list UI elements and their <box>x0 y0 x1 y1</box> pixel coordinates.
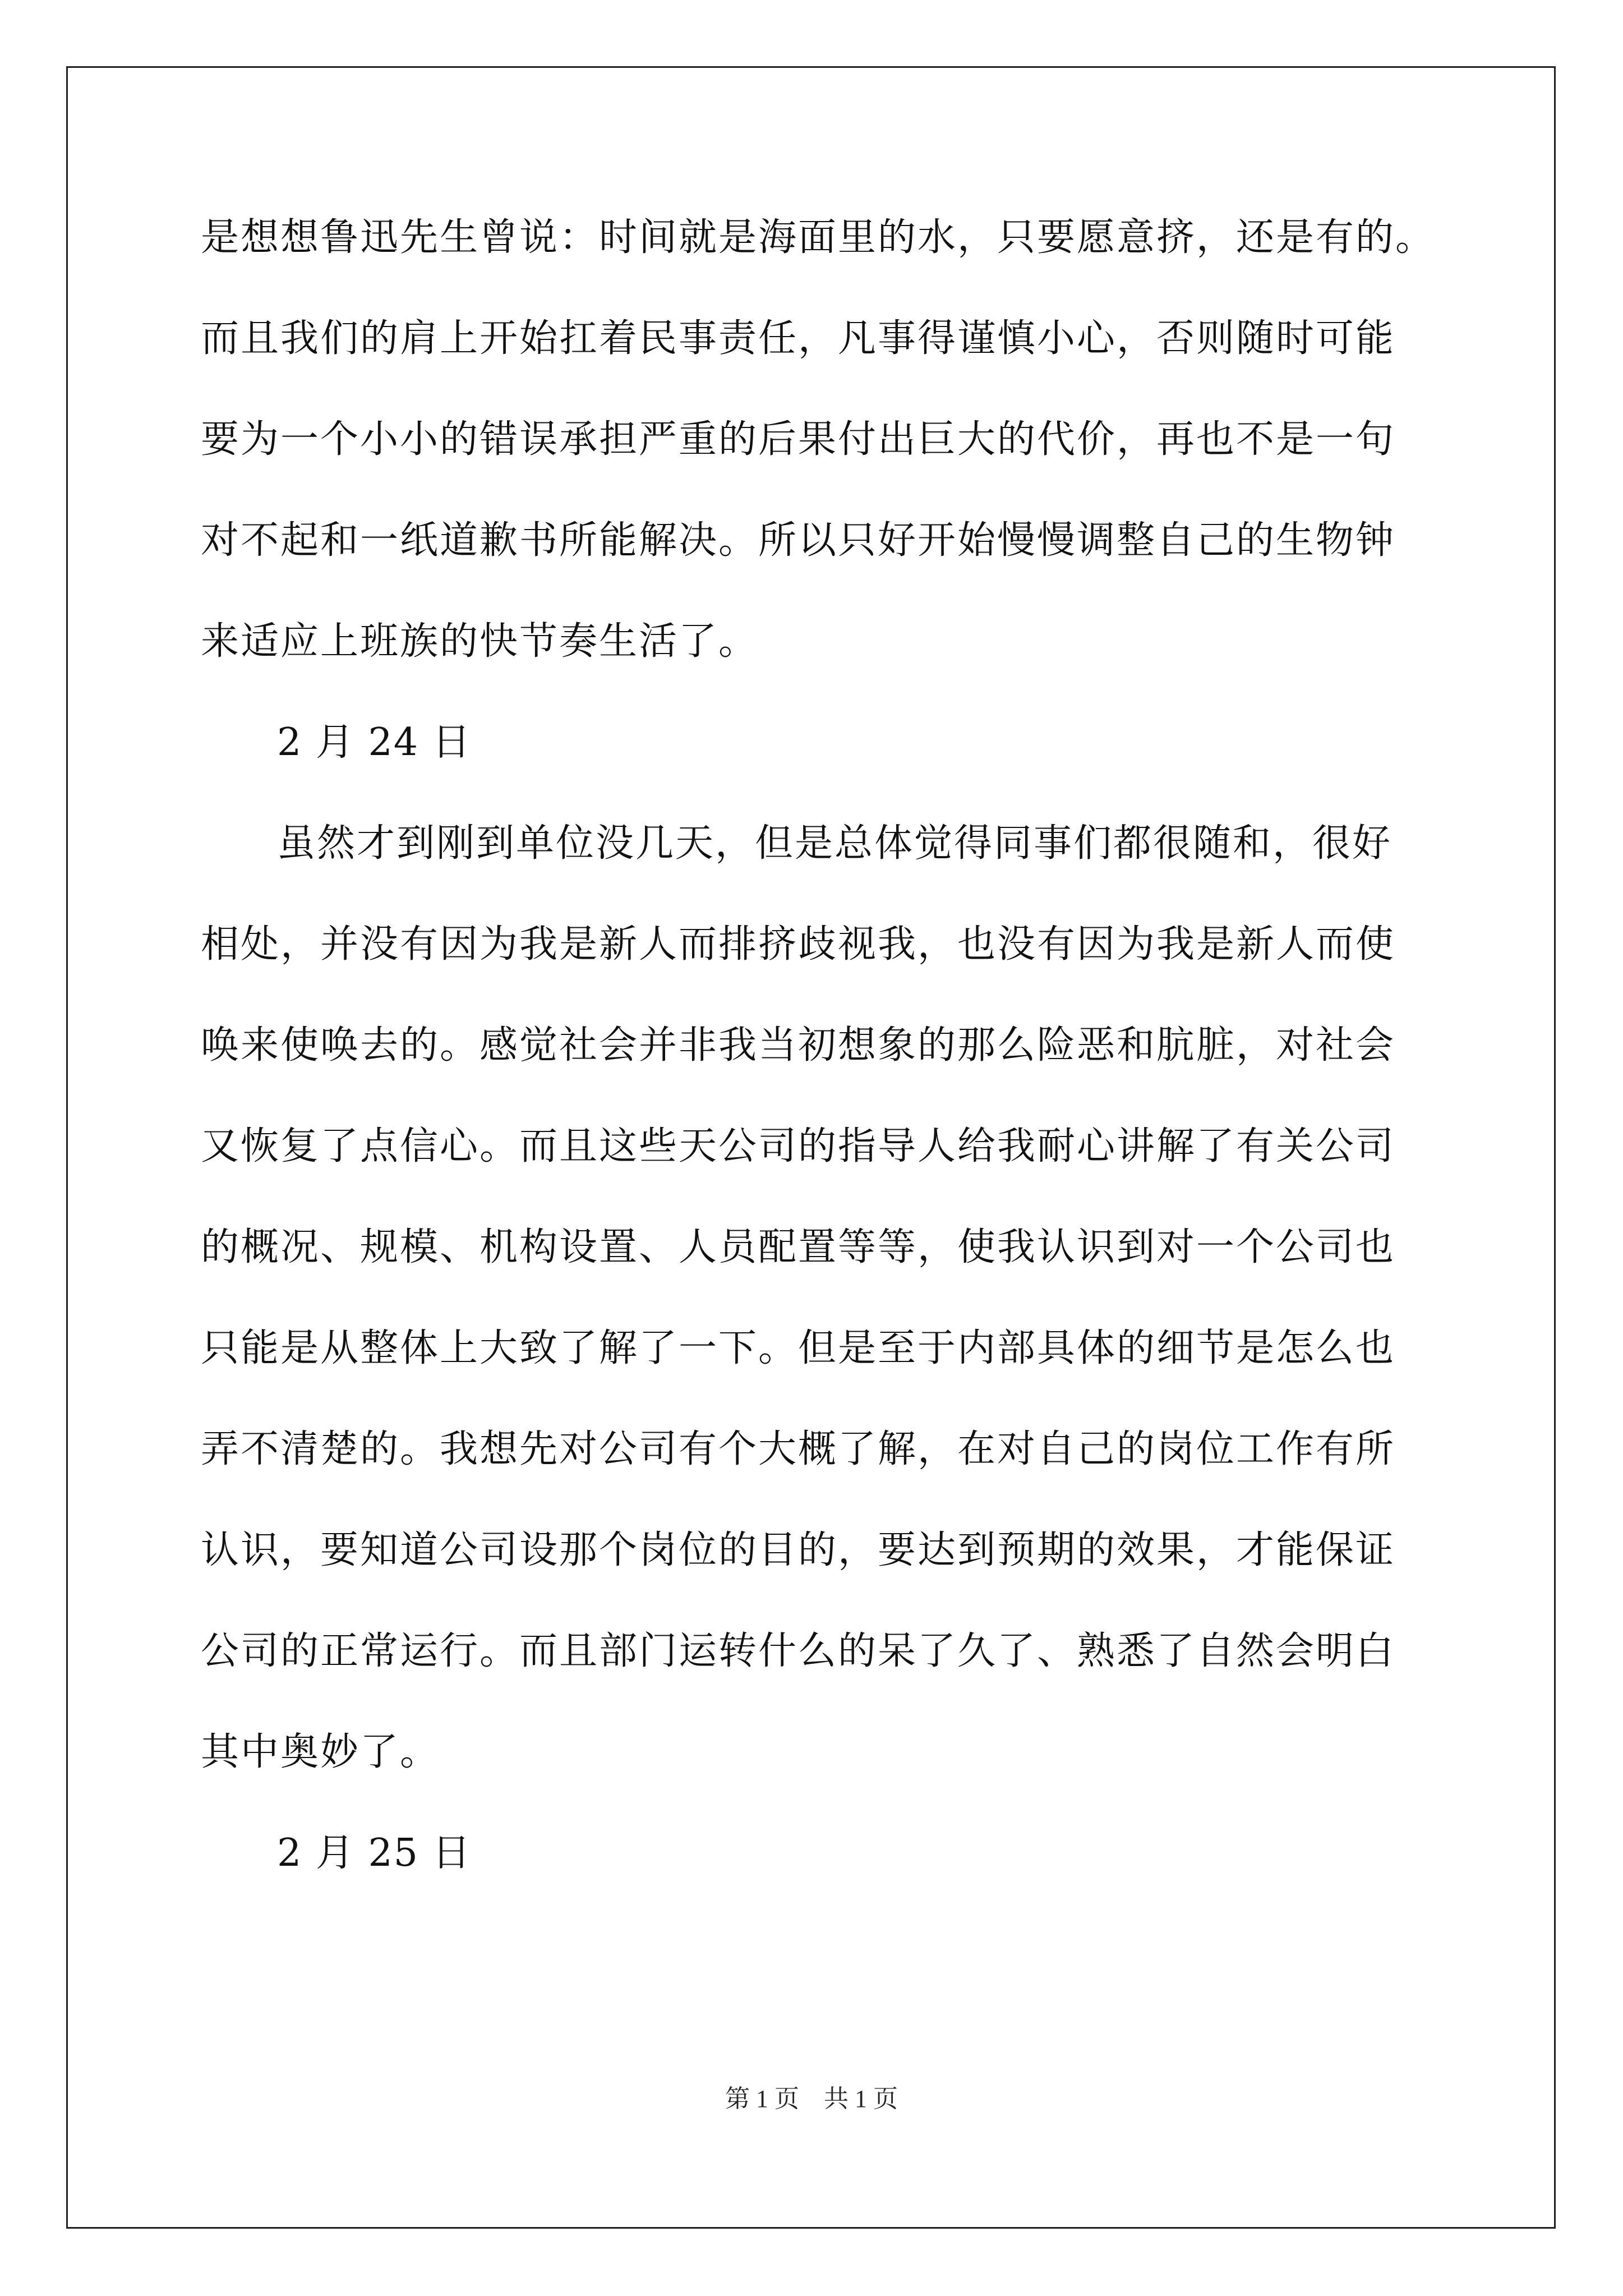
text-line: 对不起和一纸道歉书所能解决。所以只好开始慢慢调整自己的生物钟 <box>201 518 1396 563</box>
paragraph-first-line: 虽然才到刚到单位没几天，但是总体觉得同事们都很随和，很好 <box>277 821 1393 866</box>
text-line: 只能是从整体上大致了解了一下。但是至于内部具体的细节是怎么也 <box>201 1326 1396 1370</box>
page-number-footer: 第 1 页 共 1 页 <box>725 2085 898 2113</box>
text-line: 要为一个小小的错误承担严重的后果付出巨大的代价，再也不是一句 <box>201 417 1396 462</box>
text-line: 唤来使唤去的。感觉社会并非我当初想象的那么险恶和肮脏，对社会 <box>201 1023 1396 1068</box>
text-line: 而且我们的肩上开始扛着民事责任，凡事得谨慎小心，否则随时可能 <box>201 316 1396 361</box>
date-heading: 2 月 25 日 <box>277 1831 472 1875</box>
text-line: 的概况、规模、机构设置、人员配置等等，使我认识到对一个公司也 <box>201 1225 1396 1269</box>
text-line: 认识，要知道公司设那个岗位的目的，要达到预期的效果，才能保证 <box>201 1528 1396 1572</box>
text-line: 又恢复了点信心。而且这些天公司的指导人给我耐心讲解了有关公司 <box>201 1124 1396 1168</box>
text-line: 公司的正常运行。而且部门运转什么的呆了久了、熟悉了自然会明白 <box>201 1629 1396 1673</box>
date-heading: 2 月 24 日 <box>277 720 472 765</box>
text-line: 弄不清楚的。我想先对公司有个大概了解，在对自己的岗位工作有所 <box>201 1427 1396 1471</box>
text-line: 其中奥妙了。 <box>201 1730 440 1774</box>
text-line: 是想想鲁迅先生曾说：时间就是海面里的水，只要愿意挤，还是有的。 <box>201 215 1436 260</box>
text-line: 来适应上班族的快节奏生活了。 <box>201 619 759 664</box>
text-line: 相处，并没有因为我是新人而排挤歧视我，也没有因为我是新人而使 <box>201 922 1396 967</box>
